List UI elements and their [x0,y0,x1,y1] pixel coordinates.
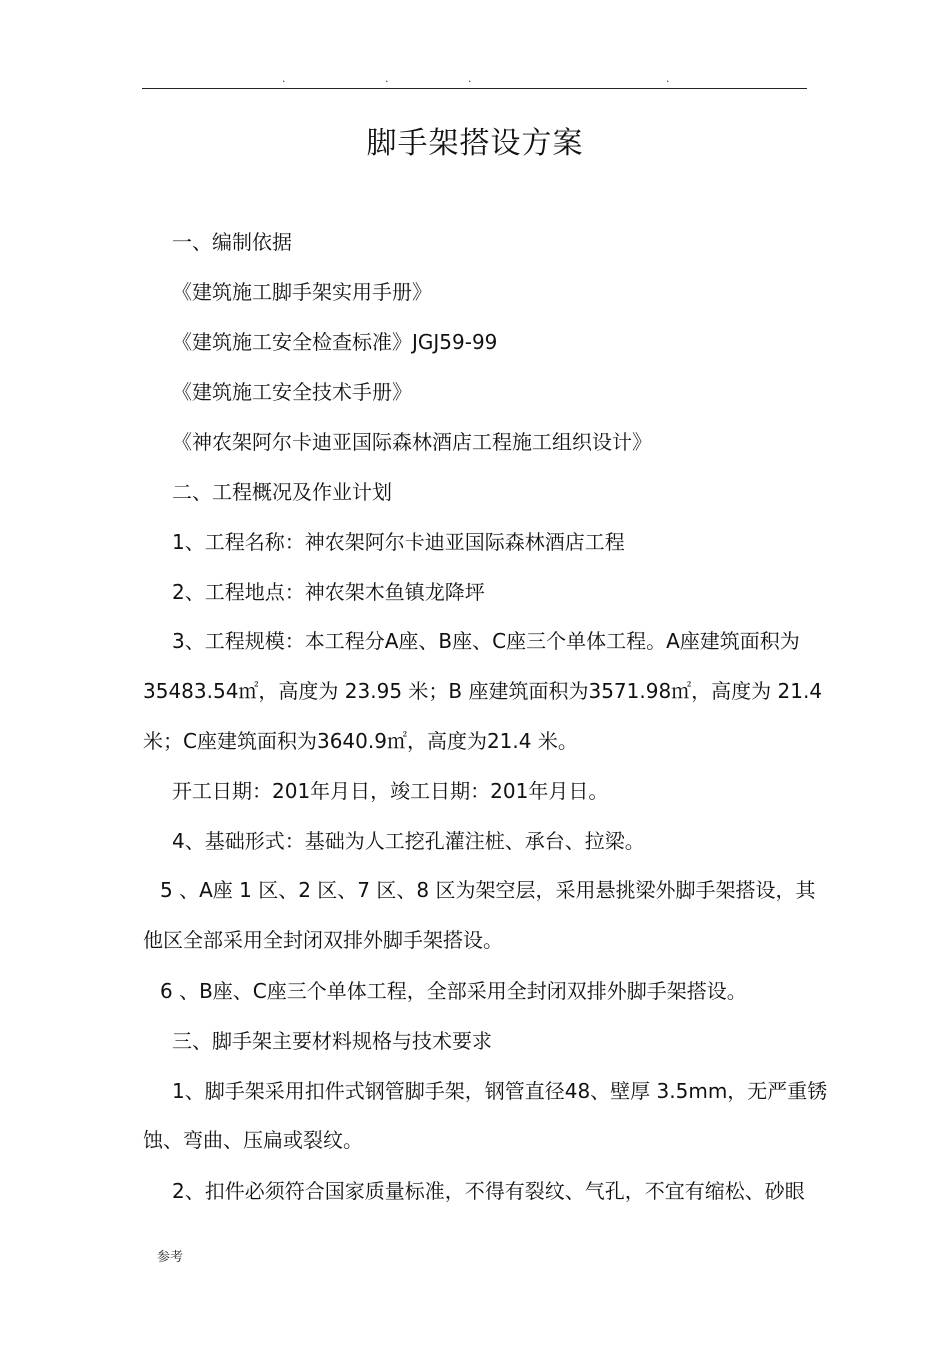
paragraph-line: 1、工程名称：神农架阿尔卡迪亚国际森林酒店工程 [172,530,625,554]
paragraph-line: 3、工程规模：本工程分A座、B座、C座三个单体工程。A座建筑面积为 [172,629,800,653]
paragraph-line: 他区全部采用全封闭双排外脚手架搭设。 [143,928,503,952]
page-footer: 参考 [157,1250,184,1265]
header-dot: . [282,72,286,85]
paragraph-line: 6 、B座、C座三个单体工程，全部采用全封闭双排外脚手架搭设。 [160,979,747,1003]
reference-item: 《神农架阿尔卡迪亚国际森林酒店工程施工组织设计》 [172,430,652,454]
reference-item: 《建筑施工安全检查标准》JGJ59-99 [172,330,498,354]
paragraph-line: 米；C座建筑面积为3640.9㎡，高度为21.4 米。 [143,729,578,753]
paragraph-line: 4、基础形式：基础为人工挖孔灌注桩、承台、拉梁。 [172,829,645,853]
paragraph-line: 5 、A座 1 区、2 区、7 区、8 区为架空层，采用悬挑梁外脚手架搭设，其 [160,878,816,902]
document-title: 脚手架搭设方案 [366,126,584,161]
section-heading: 二、工程概况及作业计划 [172,480,392,504]
reference-item: 《建筑施工脚手架实用手册》 [172,280,432,304]
header-dot: . [468,72,472,85]
paragraph-line: 2、工程地点：神农架木鱼镇龙降坪 [172,580,485,604]
header-dot: . [385,72,389,85]
paragraph-line: 1、脚手架采用扣件式钢管脚手架，钢管直径48、壁厚 3.5mm，无严重锈 [172,1079,828,1103]
reference-item: 《建筑施工安全技术手册》 [172,380,412,404]
paragraph-line: 35483.54㎡，高度为 23.95 米；B 座建筑面积为3571.98㎡，高度为 21.4 [143,679,823,703]
paragraph-line: 2、扣件必须符合国家质量标准，不得有裂纹、气孔，不宜有缩松、砂眼 [172,1179,805,1203]
header-dots [0,72,950,86]
paragraph-line: 开工日期：201年月日，竣工日期：201年月日。 [172,779,609,803]
section-heading: 三、脚手架主要材料规格与技术要求 [172,1029,492,1053]
header-dot: . [666,72,670,85]
header-rule [142,88,807,89]
section-heading: 一、编制依据 [172,230,292,254]
paragraph-line: 蚀、弯曲、压扁或裂纹。 [143,1128,363,1152]
